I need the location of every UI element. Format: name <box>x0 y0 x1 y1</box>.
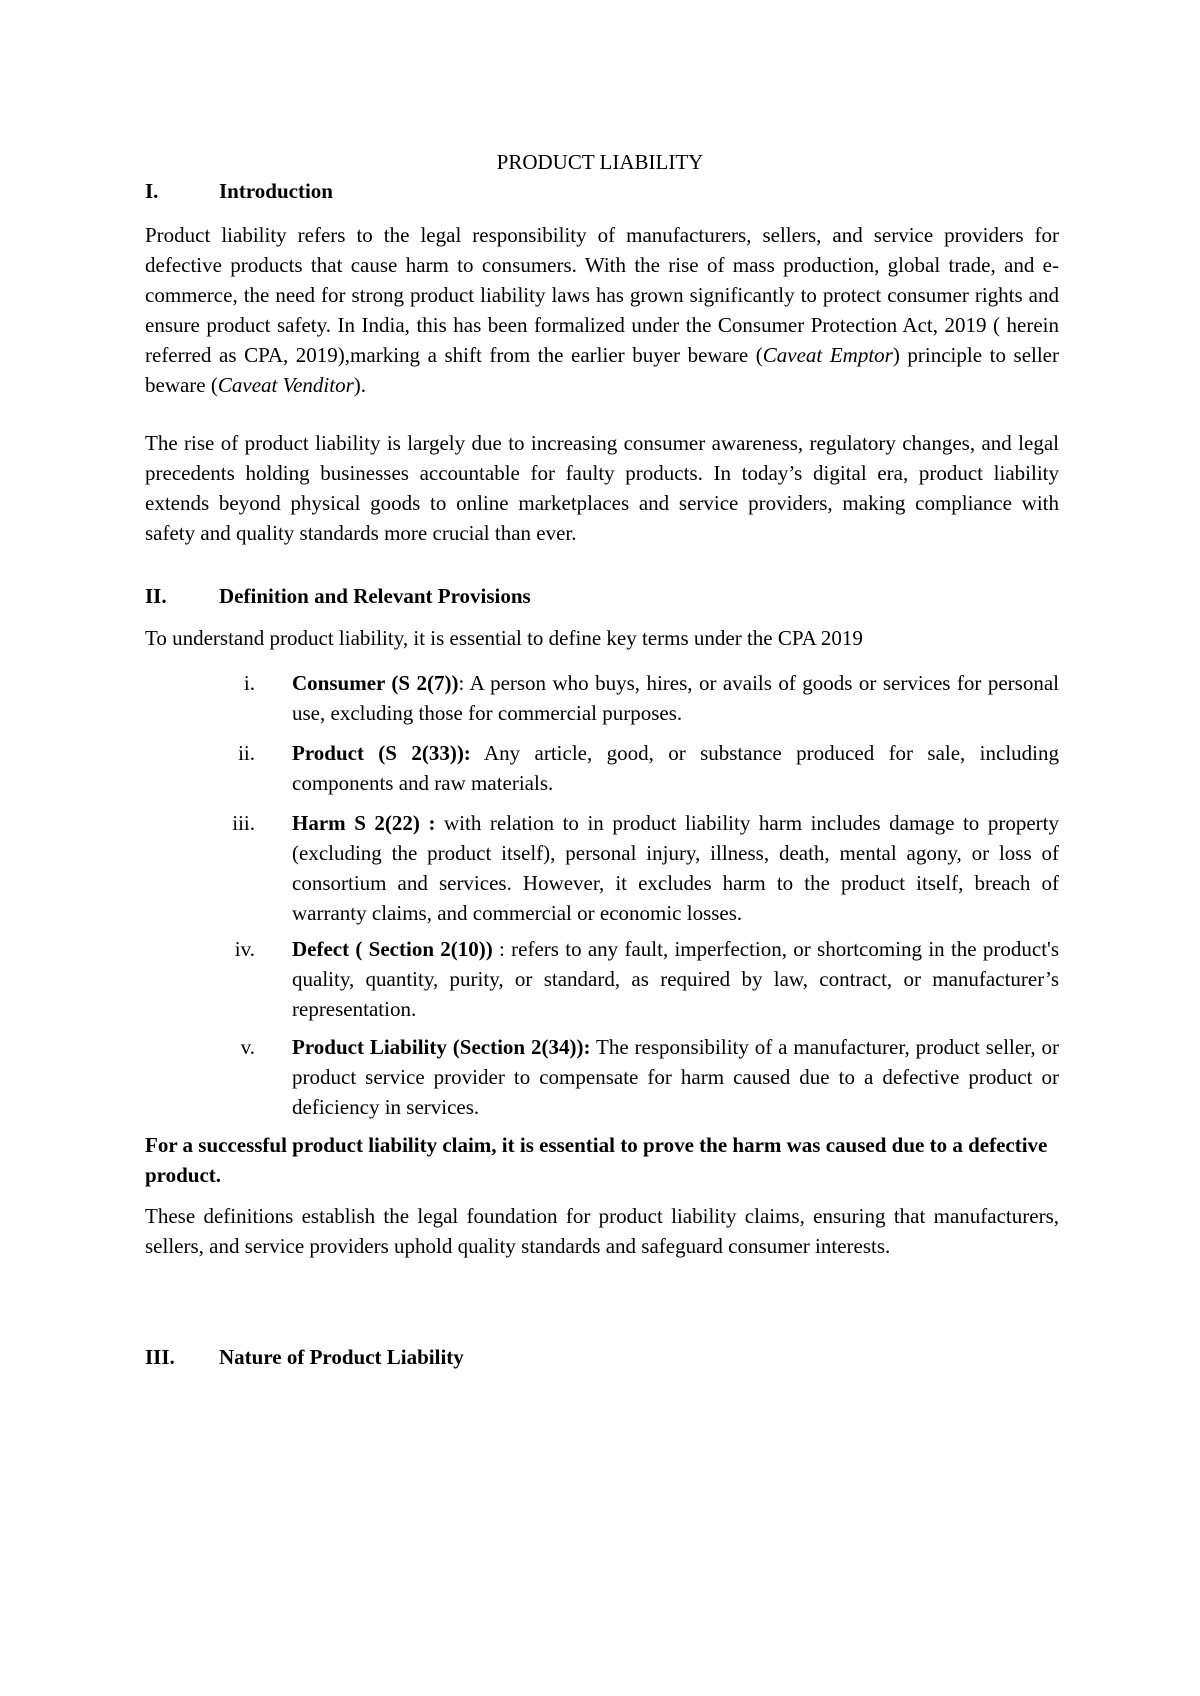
claim-note: For a successful product liability claim, it is essential to prove the harm was caused due to a defective product. <box>145 1133 1048 1187</box>
definition-text: : A person who buys, hires, or avails of goods or services for personal use, excluding those for commercial purposes. <box>292 671 1059 725</box>
document-title: PRODUCT LIABILITY <box>496 150 704 174</box>
list-numeral: i. <box>243 671 255 695</box>
list-numeral: iii. <box>232 811 255 835</box>
definitions-intro: To understand product liability, it is essential to define key terms under the CPA 2019 <box>145 626 863 650</box>
definition-term: Product Liability (Section 2(34)): <box>292 1035 591 1059</box>
section-title: Introduction <box>219 179 333 203</box>
list-numeral: ii. <box>238 741 255 765</box>
definition-text: The responsibility of a manufacturer, product seller, or product service provider to compensate for harm caused due to a defective product or deficiency in services. <box>292 1035 1059 1119</box>
definition-term: Product (S 2(33)): <box>292 741 471 765</box>
section-numeral: I. <box>145 179 159 203</box>
section-numeral: III. <box>145 1345 175 1369</box>
section-heading-definitions <box>145 581 531 611</box>
definition-text: Any article, good, or substance produced for sale, including components and raw materials. <box>292 741 1059 795</box>
intro-paragraph-1: Product liability refers to the legal responsibility of manufacturers, sellers, and service providers for defective products that cause harm to consumers. With the rise of mass production, global trade, and e-commerce, the need for strong product liability laws has grown significantly to protect consumer rights and ensure product safety. In India, this has been formalized under the Consumer Protection Act, 2019 ( herein referred as CPA, 2019),marking a shift from the earlier buyer beware (Caveat Emptor) principle to seller beware (Caveat Venditor). <box>145 223 1059 397</box>
definition-text: : refers to any fault, imperfection, or shortcoming in the product's quality, quantity, purity, or standard, as required by law, contract, or manufacturer’s representation. <box>292 937 1059 1021</box>
caveat-emptor-term: Caveat Emptor <box>762 343 893 367</box>
intro-paragraph-2: The rise of product liability is largely due to increasing consumer awareness, regulatory changes, and legal precedents holding businesses accountable for faulty products. In today’s digital era, product liability extends beyond physical goods to online marketplaces and service providers, making compliance with safety and quality standards more crucial than ever. <box>145 431 1059 545</box>
section-heading-introduction <box>145 176 333 206</box>
section-title: Nature of Product Liability <box>219 1345 464 1369</box>
definitions-summary: These definitions establish the legal foundation for product liability claims, ensuring that manufacturers, sellers, and service providers uphold quality standards and safeguard consumer interests. <box>145 1204 1059 1258</box>
section-title: Definition and Relevant Provisions <box>219 584 531 608</box>
section-heading-nature <box>145 1342 464 1372</box>
definition-text: with relation to in product liability harm includes damage to property (excluding the product itself), personal injury, illness, death, mental agony, or loss of consortium and services. However, it excludes harm to the product itself, breach of warranty claims, and commercial or economic losses. <box>292 811 1059 925</box>
definition-term: Defect ( Section 2(10)) <box>292 937 493 961</box>
definition-term: Harm S 2(22) : <box>292 811 436 835</box>
section-numeral: II. <box>145 584 167 608</box>
list-numeral: iv. <box>234 937 255 961</box>
list-numeral: v. <box>240 1035 255 1059</box>
definition-term: Consumer (S 2(7)) <box>292 671 459 695</box>
caveat-venditor-term: Caveat Venditor <box>217 373 354 397</box>
